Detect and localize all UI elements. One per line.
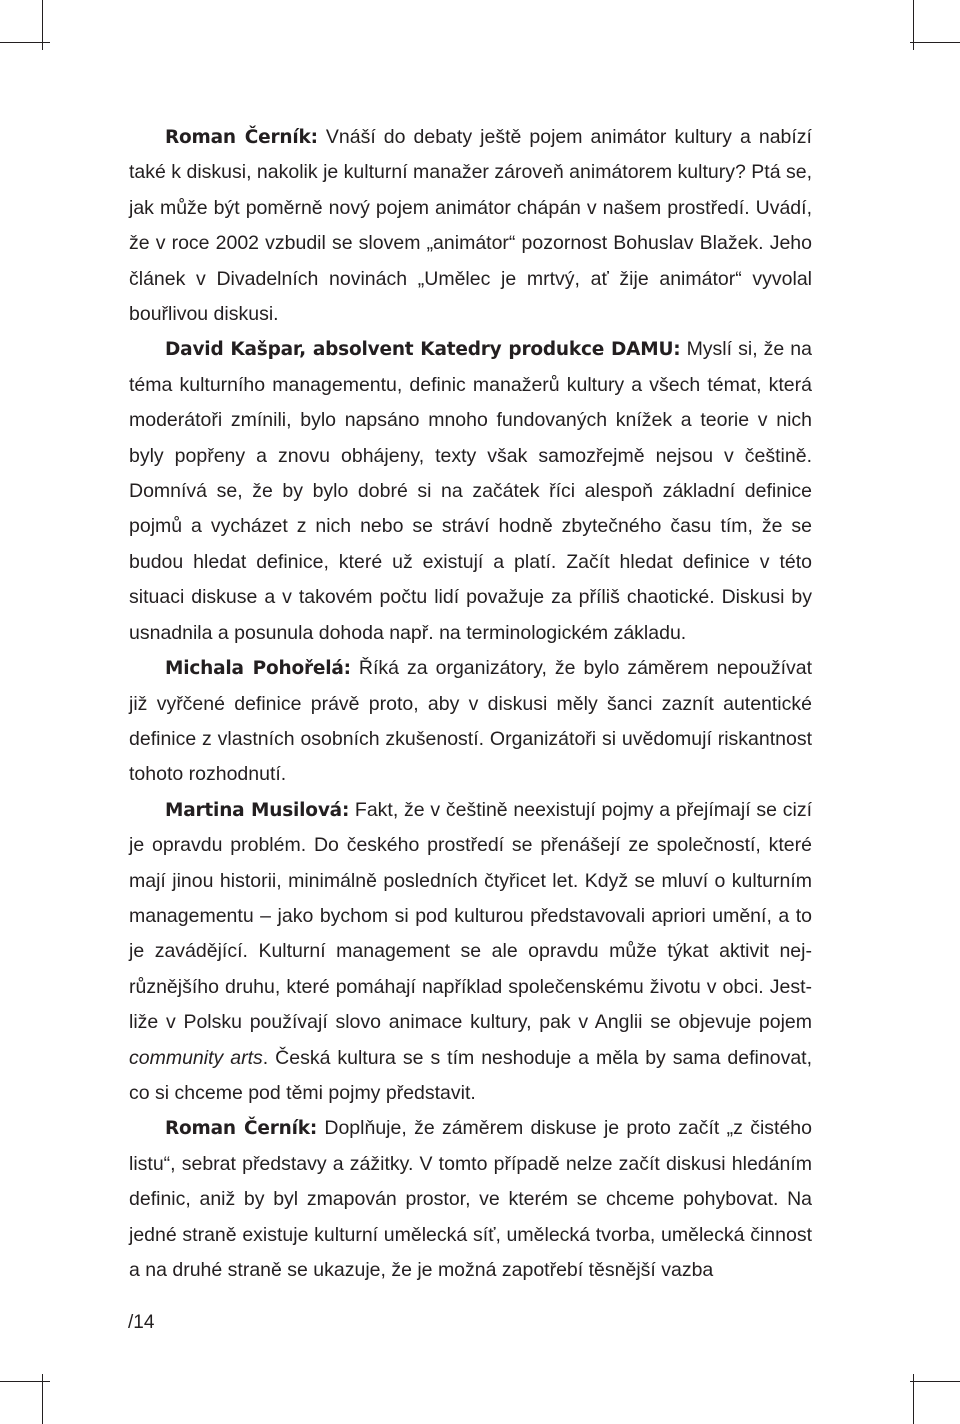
page-number: /14 [128,1312,155,1333]
speaker-name: Roman Černík: [165,127,318,148]
crop-mark-right-bottom [910,1381,960,1382]
body-text [129,120,812,1288]
paragraph-text: . Česká kultura se s tím neshoduje a měla by sama definovat, co si chceme pod těmi pojmy představit. [129,1046,812,1104]
speaker-name: Roman Černík: [165,1118,318,1140]
paragraph [129,1111,812,1288]
paragraph-text: Fakt, že v češtině neexistují pojmy a přejímají se cizí je opravdu problém. Do českého prostředí se přenášejí ze společností, které mají jinou historii, minimálně posledních čtyřicet let. Když se mluví o kulturním managementu – jako bychom si pod kulturou představovali apriori umění, a to je zavádějící. Kulturní management se ale opravdu může týkat aktivit nejrůznějšího druhu, které pomáhají například společenskému životu v obci. Jestliže v Polsku používají slovo animace kultury, pak v Anglii se objevuje pojem [129,798,812,1034]
paragraph-text: Doplňuje, že záměrem diskuse je proto začít „z čistého listu“, sebrat představy a zážitky. V tomto případě nelze začít diskusi hledáním definic, aniž by byl zmapován prostor, ve kterém se chceme pohybovat. Na jedné straně existuje kulturní umělecká síť, umělecká tvorba, umělecká činnost a na druhé straně se ukazuje, že je možná zapotřebí těsnější vazba [129,1117,812,1281]
paragraph [129,651,812,793]
crop-mark-left-bottom [0,1381,50,1382]
paragraph-text: Vnáší do debaty ještě pojem animátor kultury a nabízí také k diskusi, nakolik je kulturní manažer zároveň animátorem kultury? Ptá se, jak může být poměrně nový pojem animátor chápán v našem prostředí. Uvádí, že v roce 2002 vzbudil se slovem „animátor“ pozornost Bohuslav Blažek. Jeho článek v Divadelních novinách „Umělec je mrtvý, ať žije animátor“ vyvolal bouřlivou diskusi. [129,126,812,326]
speaker-name: David Kašpar, absolvent Katedry produkce DAMU: [165,339,681,361]
speaker-name: Martina Musilová: [165,799,350,821]
paragraph [129,120,812,332]
paragraph-text: Říká za organizátory, že bylo záměrem nepoužívat již vyřčené definice právě proto, aby v diskusi měly šanci zaznít autentické definice z vlastních osobních zkušeností. Organizátoři si uvědomují riskantnost tohoto rozhodnutí. [129,657,813,786]
speaker-name: Michala Pohořelá: [165,658,351,680]
paragraph [129,332,812,651]
crop-mark-left-top [0,42,50,43]
paragraph [129,793,812,1112]
paragraph-text: Myslí si, že na téma kulturního managementu, definic manažerů kultury a všech témat, která moderátoři zmínili, bylo napsáno mnoho fundovaných knížek a teorie v nich byly popřeny a znovu obhájeny, texty však samozřejmě nejsou v češtině. Domnívá se, že by bylo dobré si na začátek říci alespoň základní definice pojmů a vycházet z nich nebo se stráví hodně zbytečného času tím, že se budou hledat definice, které už existují a platí. Začít hledat definice v této situaci diskuse a v takovém počtu lidí považuje za příliš chaotické. Diskusi by usnadnila a posunula dohoda např. na terminologickém základu. [129,338,812,644]
crop-mark-right-top [910,42,960,43]
italic-term: community arts [129,1046,263,1069]
